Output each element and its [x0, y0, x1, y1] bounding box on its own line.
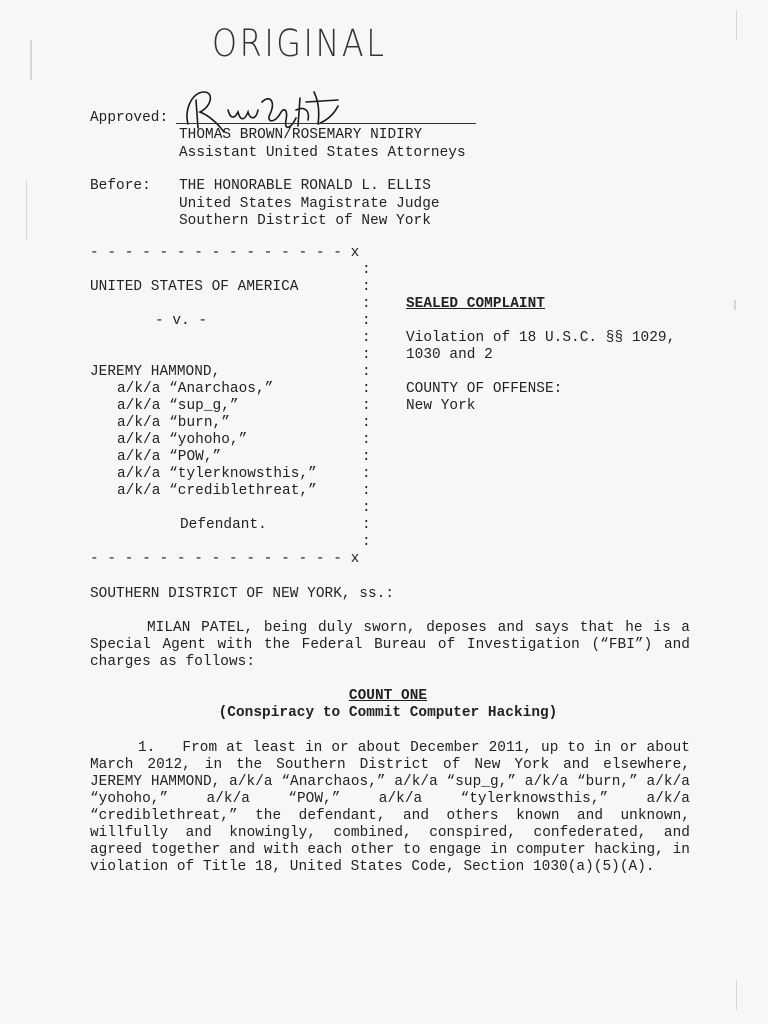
caption-colon: :	[362, 296, 371, 312]
approver-names: THOMAS BROWN/ROSEMARY NIDIRY	[179, 127, 423, 143]
approver-title: Assistant United States Attorneys	[179, 145, 466, 161]
alias: a/k/a “burn,”	[117, 415, 230, 431]
caption-top-rule: - - - - - - - - - - - - - - - x	[90, 245, 360, 261]
caption-colon: :	[362, 381, 371, 397]
intro-paragraph	[90, 620, 690, 671]
caption-colon: :	[362, 500, 371, 516]
sealed-complaint-title: SEALED COMPLAINT	[406, 296, 545, 312]
judge-district: Southern District of New York	[179, 213, 431, 229]
intro-text: MILAN PATEL, being duly sworn, deposes and says that he is a Special Agent with the Federal Bureau of Investigation (“FBI”) and charges as follows:	[90, 620, 690, 670]
alias: a/k/a “Anarchaos,”	[117, 381, 274, 397]
caption-colon: :	[362, 483, 371, 499]
caption-colon: :	[362, 279, 371, 295]
caption-colon: :	[362, 330, 371, 346]
caption-colon: :	[362, 415, 371, 431]
paragraph-1-text: From at least in or about December 2011, up to in or about March 2012, in the Southern District of New York and elsewhere, JEREMY HAMMOND, a/k/a “Anarchaos,” a/k/a “sup_g,” a/k/a “burn,” a/k/a “yohoho,” a/k/a “POW,” a/k/a “tylerknowsthis,” a/k/a “crediblethreat,” the defendant, and others known and unknown, willfully and knowingly, combined, conspired, confederated, and agreed together and with each other to engage in computer hacking, in violation of Title 18, United States Code, Section 1030(a)(5)(A).	[90, 740, 690, 875]
caption-colon: :	[362, 466, 371, 482]
before-label: Before:	[90, 178, 151, 194]
signature-line	[176, 123, 476, 124]
county-label: COUNTY OF OFFENSE:	[406, 381, 563, 397]
caption-bottom-rule: - - - - - - - - - - - - - - - x	[90, 551, 360, 567]
alias: a/k/a “POW,”	[117, 449, 222, 465]
caption-colon: :	[362, 364, 371, 380]
versus: - v. -	[155, 313, 208, 329]
judge-name: THE HONORABLE RONALD L. ELLIS	[179, 178, 431, 194]
caption-colon: :	[362, 262, 371, 278]
venue: SOUTHERN DISTRICT OF NEW YORK, ss.:	[90, 586, 395, 602]
count-subheading: (Conspiracy to Commit Computer Hacking)	[218, 705, 558, 721]
alias: a/k/a “yohoho,”	[117, 432, 248, 448]
alias: a/k/a “tylerknowsthis,”	[117, 466, 317, 482]
caption-colon: :	[362, 313, 371, 329]
caption-colon: :	[362, 534, 371, 550]
defendant-name: JEREMY HAMMOND,	[90, 364, 221, 380]
approved-label: Approved:	[90, 110, 169, 126]
original-stamp: ORIGINAL	[212, 22, 387, 65]
caption-colon: :	[362, 449, 371, 465]
scan-speck	[30, 40, 32, 80]
plaintiff: UNITED STATES OF AMERICA	[90, 279, 299, 295]
scan-speck	[26, 180, 27, 240]
count-heading: COUNT ONE	[348, 688, 428, 704]
judge-title: United States Magistrate Judge	[179, 196, 440, 212]
county-value: New York	[406, 398, 476, 414]
caption-colon: :	[362, 347, 371, 363]
caption-colon: :	[362, 517, 371, 533]
violation-line-2: 1030 and 2	[406, 347, 493, 363]
alias: a/k/a “sup_g,”	[117, 398, 239, 414]
scan-speck	[736, 10, 737, 40]
defendant-label: Defendant.	[180, 517, 267, 533]
violation-line-1: Violation of 18 U.S.C. §§ 1029,	[406, 330, 676, 346]
paragraph-1-number: 1.	[138, 740, 156, 756]
caption-colon: :	[362, 432, 371, 448]
scan-speck	[736, 980, 737, 1010]
scan-speck	[734, 300, 736, 310]
paragraph-1	[90, 740, 690, 876]
paragraph-1-content	[90, 740, 690, 876]
caption-colon: :	[362, 398, 371, 414]
alias: a/k/a “crediblethreat,”	[117, 483, 317, 499]
